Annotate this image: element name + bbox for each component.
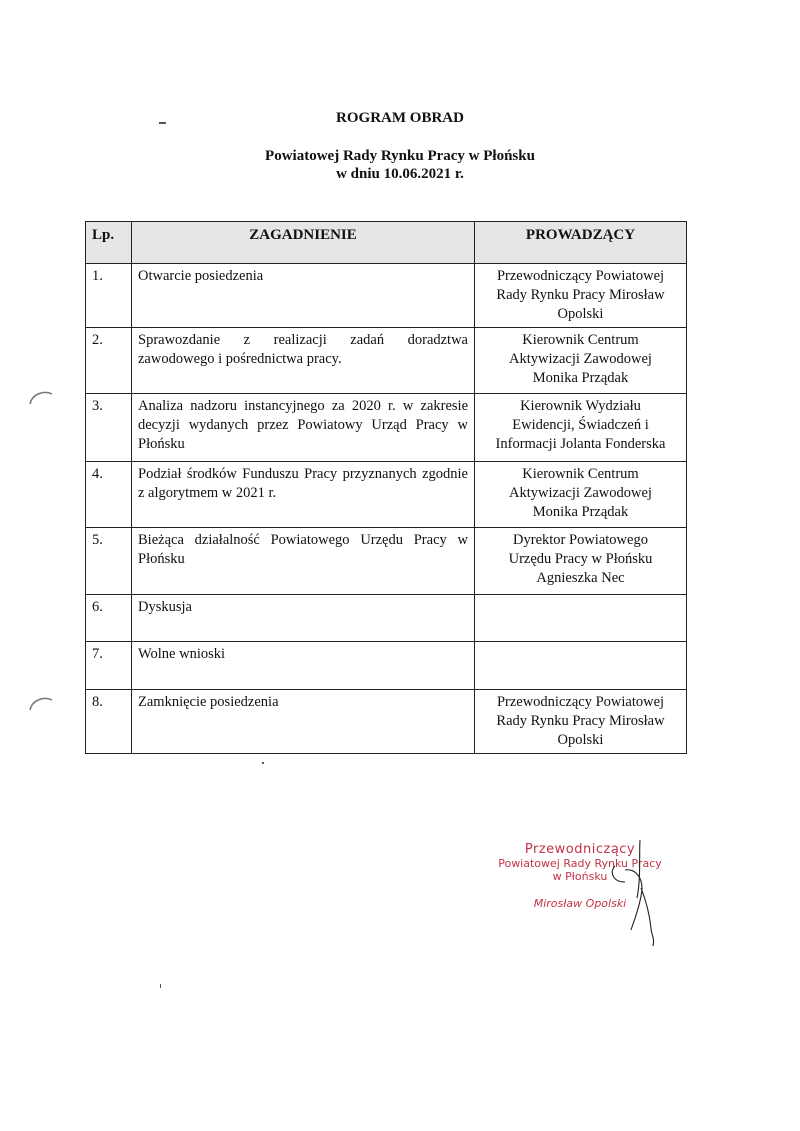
- row-lead: [475, 642, 687, 690]
- row-lead: [475, 462, 687, 528]
- lead-line: Monika Prządak: [532, 370, 629, 386]
- row-lead: [475, 328, 687, 394]
- row-number: 6.: [86, 595, 132, 642]
- row-number: 3.: [86, 394, 132, 462]
- document-subtitle-line1: Powiatowej Rady Rynku Pracy w Płońsku: [265, 148, 535, 164]
- header-prowadzacy: PROWADZĄCY: [475, 222, 687, 264]
- lead-line: Opolski: [557, 732, 604, 748]
- row-topic: Wolne wnioski: [132, 642, 475, 690]
- row-number: 4.: [86, 462, 132, 528]
- table-row: [86, 528, 687, 595]
- lead-line: Aktywizacji Zawodowej: [509, 485, 652, 501]
- lead-line: Przewodniczący Powiatowej: [496, 268, 665, 284]
- lead-line: Dyrektor Powiatowego: [513, 532, 648, 548]
- scan-speck: [159, 122, 166, 124]
- lead-line: Kierownik Centrum: [522, 332, 639, 348]
- row-lead: [475, 264, 687, 328]
- scan-speck: [160, 984, 161, 988]
- table-row: [86, 394, 687, 462]
- row-number: 5.: [86, 528, 132, 595]
- lead-line: Aktywizacji Zawodowej: [509, 351, 652, 367]
- header-lp: Lp.: [86, 222, 132, 264]
- agenda-table: [85, 221, 687, 754]
- table-row: [86, 264, 687, 328]
- row-topic: Sprawozdanie z realizacji zadań doradztwa zawodowego i pośrednictwa pracy.: [132, 328, 475, 394]
- lead-line: Rady Rynku Pracy Mirosław: [496, 713, 665, 729]
- row-lead: [475, 394, 687, 462]
- row-number: 7.: [86, 642, 132, 690]
- scan-speck: [262, 762, 264, 764]
- handwritten-signature: [595, 838, 665, 948]
- row-number: 2.: [86, 328, 132, 394]
- stamp-line3: w Płońsku: [552, 870, 608, 883]
- stamp-line2: Powiatowej Rady Rynku Pracy: [498, 857, 662, 870]
- lead-line: Agnieszka Nec: [536, 570, 625, 586]
- punch-hole-mark-bottom: [28, 694, 54, 712]
- document-title: ROGRAM OBRAD: [336, 110, 464, 126]
- table-row: [86, 328, 687, 394]
- row-number: 1.: [86, 264, 132, 328]
- table-header-row: [86, 222, 687, 264]
- stamp-line1: Przewodniczący: [524, 842, 636, 857]
- row-lead: [475, 528, 687, 595]
- row-topic: Podział środków Funduszu Pracy przyznanych zgodnie z algorytmem w 2021 r.: [132, 462, 475, 528]
- lead-line: Urzędu Pracy w Płońsku: [508, 551, 653, 567]
- table-row: [86, 595, 687, 642]
- lead-line: Kierownik Centrum: [522, 466, 639, 482]
- punch-hole-mark-top: [28, 388, 54, 406]
- row-topic: Zamknięcie posiedzenia: [132, 690, 475, 754]
- lead-line: Przewodniczący Powiatowej: [496, 694, 665, 710]
- row-topic: Dyskusja: [132, 595, 475, 642]
- document-subtitle-line2: w dniu 10.06.2021 r.: [336, 166, 464, 182]
- lead-line: Monika Prządak: [532, 504, 629, 520]
- table-row: [86, 690, 687, 754]
- row-topic: Bieżąca działalność Powiatowego Urzędu Pracy w Płońsku: [132, 528, 475, 595]
- lead-line: Ewidencji, Świadczeń i: [512, 417, 649, 433]
- row-topic: Analiza nadzoru instancyjnego za 2020 r. w zakresie decyzji wydanych przez Powiatowy Urząd Pracy w Płońsku: [132, 394, 475, 462]
- row-topic: Otwarcie posiedzenia: [132, 264, 475, 328]
- table-row: [86, 462, 687, 528]
- lead-line: Informacji Jolanta Fonderska: [495, 436, 666, 452]
- header-zagadnienie: ZAGADNIENIE: [132, 222, 475, 264]
- row-number: 8.: [86, 690, 132, 754]
- stamp-line4: Mirosław Opolski: [533, 897, 627, 910]
- table-row: [86, 642, 687, 690]
- lead-line: Opolski: [557, 306, 604, 322]
- lead-line: Kierownik Wydziału: [520, 398, 641, 414]
- lead-line: Rady Rynku Pracy Mirosław: [496, 287, 665, 303]
- row-lead: [475, 595, 687, 642]
- row-lead: [475, 690, 687, 754]
